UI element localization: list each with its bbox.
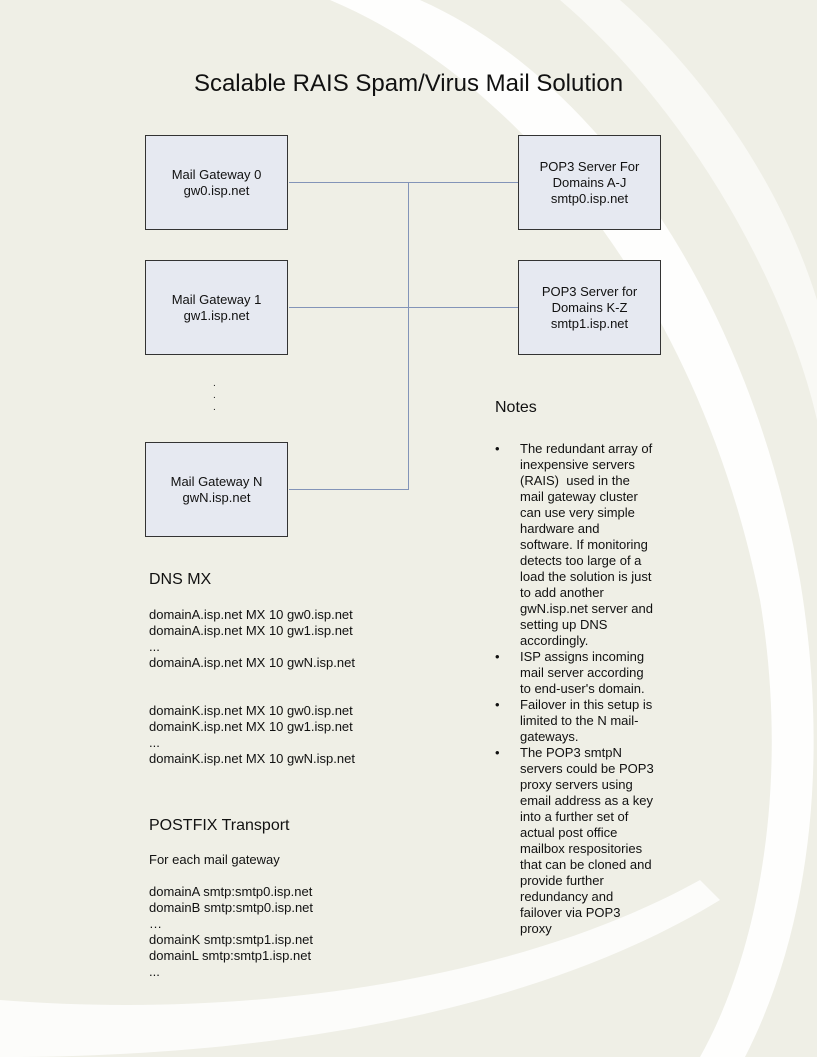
note-text: The redundant array of inexpensive servers (RAIS) used in the mail gateway cluster can use very simple hardware and software. If monitoring detects too large of a load the solution is just to add another gwN.isp.net server and setting up DNS accordingly. — [520, 441, 653, 648]
gateway-name: Mail Gateway N — [170, 473, 263, 489]
note-item — [493, 441, 654, 649]
note-item — [493, 745, 654, 937]
bullet-icon: • — [495, 649, 500, 664]
pop3-server-a-j-box — [518, 135, 661, 230]
postfix-entries: domainA smtp:smtp0.isp.net domainB smtp:smtp0.isp.net … domainK smtp:smtp1.isp.net domainL smtp:smtp1.isp.net ... — [149, 884, 314, 979]
mail-gateway-0-box — [145, 135, 288, 230]
connector-gw0-pop3a — [289, 182, 518, 183]
pop3-server-k-z-box — [518, 260, 661, 355]
postfix-intro: For each mail gateway — [149, 852, 280, 867]
bullet-icon: • — [495, 441, 500, 456]
bullet-icon: • — [495, 745, 500, 760]
connector-gw1-pop3b — [289, 307, 518, 308]
server-host: smtp0.isp.net — [550, 190, 629, 206]
server-label: POP3 Server For — [539, 158, 640, 174]
server-domains: Domains K-Z — [551, 299, 628, 315]
gateway-host: gwN.isp.net — [182, 489, 251, 505]
dns-mx-group-a: domainA.isp.net MX 10 gw0.isp.net domainA.isp.net MX 10 gw1.isp.net ... domainA.isp.net MX 10 gwN.isp.net — [149, 607, 355, 670]
server-domains: Domains A-J — [552, 174, 627, 190]
postfix-heading: POSTFIX Transport — [149, 817, 290, 834]
note-item — [493, 649, 654, 697]
connector-bus — [408, 182, 409, 490]
note-text: ISP assigns incoming mail server according to end-user's domain. — [520, 649, 645, 696]
dns-mx-group-k: domainK.isp.net MX 10 gw0.isp.net domainK.isp.net MX 10 gw1.isp.net ... domainK.isp.net MX 10 gwN.isp.net — [149, 703, 355, 766]
notes-heading: Notes — [495, 399, 537, 416]
connector-gwN — [289, 489, 408, 490]
mail-gateway-1-box — [145, 260, 288, 355]
gateway-host: gw0.isp.net — [183, 182, 250, 198]
ellipsis-dots: . . . — [213, 378, 216, 413]
mail-gateway-n-box — [145, 442, 288, 537]
gateway-host: gw1.isp.net — [183, 307, 250, 323]
note-text: The POP3 smtpN servers could be POP3 proxy servers using email address as a key into a further set of actual post office mailbox respositories that can be cloned and provide further redundancy and failover via POP3 proxy — [520, 745, 654, 936]
server-host: smtp1.isp.net — [550, 315, 629, 331]
note-text: Failover in this setup is limited to the N mail- gateways. — [520, 697, 653, 744]
dns-mx-heading: DNS MX — [149, 571, 212, 588]
page-title: Scalable RAIS Spam/Virus Mail Solution — [193, 70, 624, 97]
bullet-icon: • — [495, 697, 500, 712]
server-label: POP3 Server for — [541, 283, 638, 299]
notes-list — [493, 441, 654, 937]
gateway-name: Mail Gateway 0 — [171, 166, 262, 182]
gateway-name: Mail Gateway 1 — [171, 291, 262, 307]
note-item — [493, 697, 654, 745]
